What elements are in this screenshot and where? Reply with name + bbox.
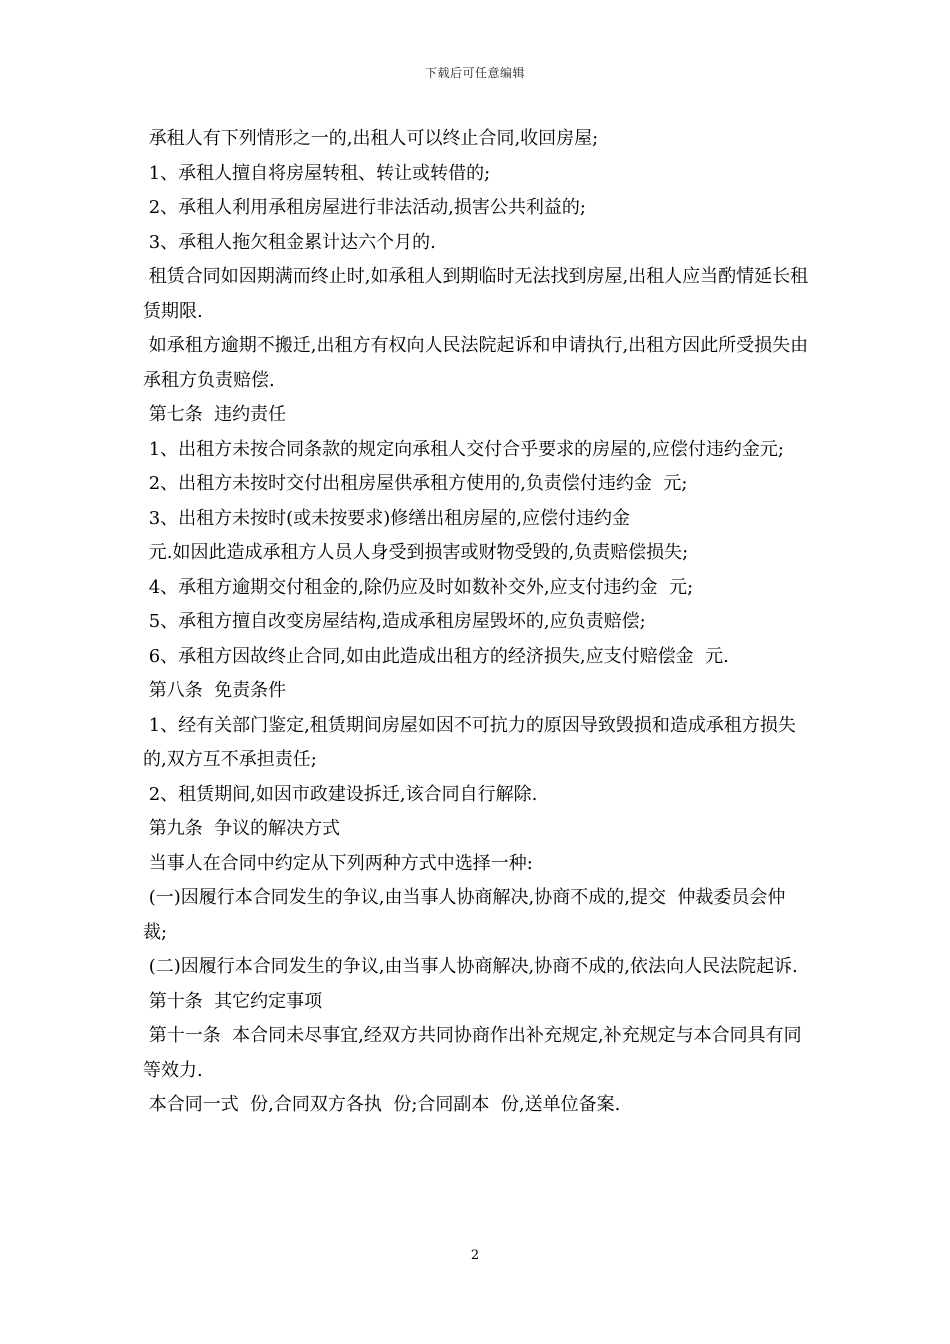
paragraph: 如承租方逾期不搬迁,出租方有权向人民法院起诉和申请执行,出租方因此所受损失由承租方负责赔偿.	[143, 335, 809, 391]
paragraph: 1、经有关部门鉴定,租赁期间房屋如因不可抗力的原因导致毁损和造成承租方损失的,双方互不承担责任;	[143, 714, 796, 770]
paragraph: 第十一条 本合同未尽事宜,经双方共同协商作出补充规定,补充规定与本合同具有同等效力.	[143, 1025, 802, 1081]
paragraph: 租赁合同如因期满而终止时,如承租人到期临时无法找到房屋,出租人应当酌情延长租赁期限.	[143, 266, 809, 322]
paragraph: 本合同一式 份,合同双方各执 份;合同副本 份,送单位备案.	[143, 1094, 621, 1115]
paragraph: 3、出租方未按时(或未按要求)修缮出租房屋的,应偿付违约金	[143, 507, 630, 529]
paragraph: 2、承租人利用承租房屋进行非法活动,损害公共利益的;	[143, 197, 586, 218]
paragraph: 3、承租人拖欠租金累计达六个月的.	[143, 231, 436, 253]
section-heading: 第九条 争议的解决方式	[143, 818, 341, 839]
section-heading: 第七条 违约责任	[143, 404, 287, 425]
page-number: 2	[470, 1248, 480, 1263]
paragraph: 元.如因此造成承租方人员人身受到损害或财物受毁的,负责赔偿损失;	[143, 542, 689, 563]
document-body	[143, 122, 809, 1123]
paragraph: (一)因履行本合同发生的争议,由当事人协商解决,协商不成的,提交 仲裁委员会仲裁;	[143, 887, 786, 943]
section-heading: 第十条 其它约定事项	[143, 990, 323, 1012]
paragraph: (二)因履行本合同发生的争议,由当事人协商解决,协商不成的,依法向人民法院起诉.	[143, 956, 798, 977]
section-heading: 第八条 免责条件	[143, 680, 287, 701]
paragraph: 4、承租方逾期交付租金的,除仍应及时如数补交外,应支付违约金 元;	[143, 576, 694, 598]
paragraph: 2、出租方未按时交付出租房屋供承租方使用的,负责偿付违约金 元;	[143, 473, 688, 494]
paragraph: 承租人有下列情形之一的,出租人可以终止合同,收回房屋;	[143, 128, 599, 149]
page-header: 下载后可任意编辑	[424, 66, 525, 80]
paragraph: 2、租赁期间,如因市政建设拆迁,该合同自行解除.	[143, 783, 538, 805]
paragraph: 1、出租方未按合同条款的规定向承租人交付合乎要求的房屋的,应偿付违约金元;	[143, 438, 784, 460]
paragraph: 1、承租人擅自将房屋转租、转让或转借的;	[143, 162, 491, 184]
paragraph: 当事人在合同中约定从下列两种方式中选择一种:	[143, 852, 533, 874]
paragraph: 6、承租方因故终止合同,如由此造成出租方的经济损失,应支付赔偿金 元.	[143, 645, 729, 667]
paragraph: 5、承租方擅自改变房屋结构,造成承租房屋毁坏的,应负责赔偿;	[143, 611, 646, 632]
